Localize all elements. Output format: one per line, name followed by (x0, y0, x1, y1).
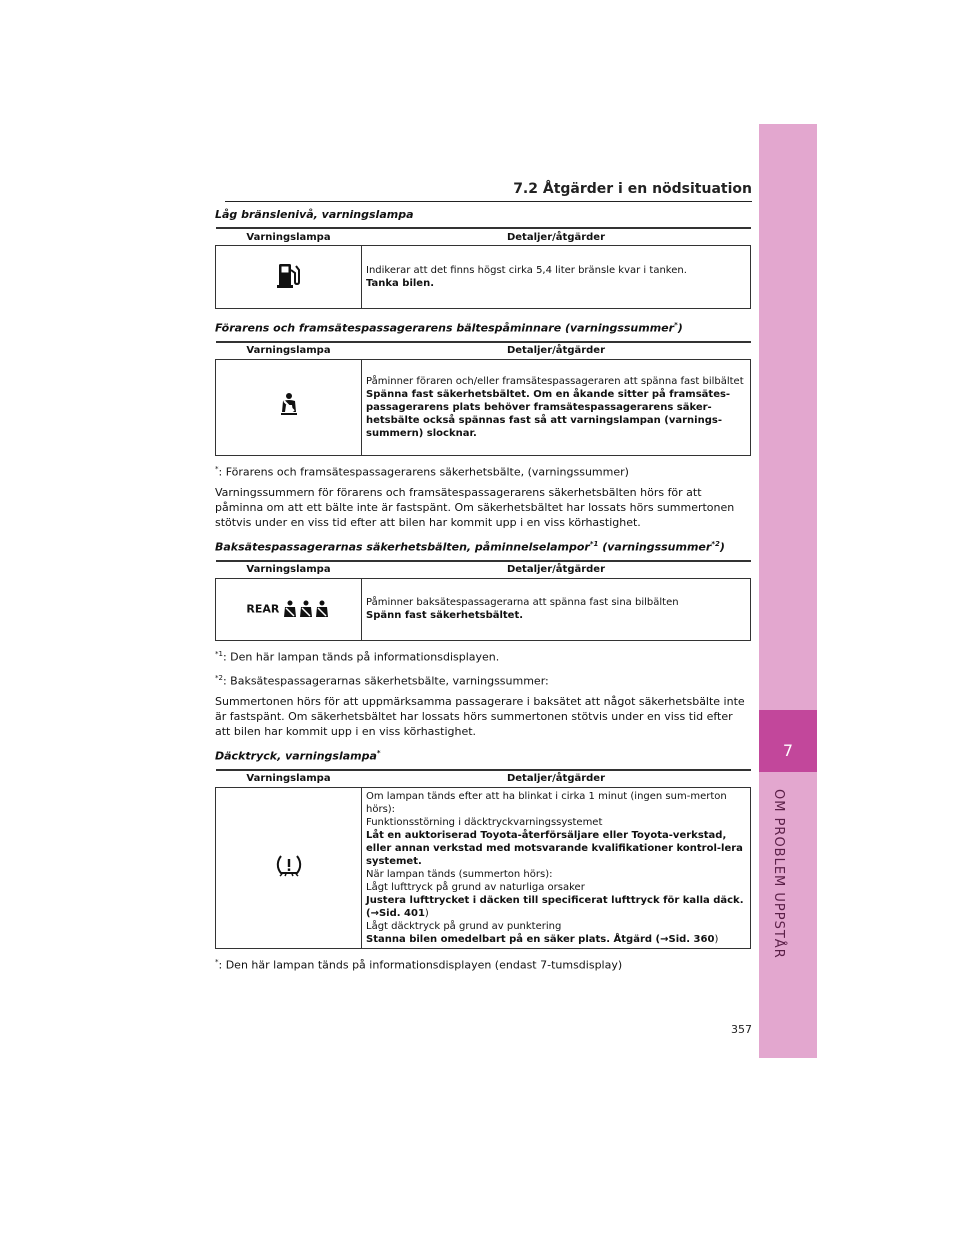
col-header-lamp: Varningslampa (216, 342, 362, 360)
section-heading: 7.2 Åtgärder i en nödsituation (513, 181, 752, 197)
rear-seatbelt-table (215, 560, 751, 641)
footnote-text: : Den här lampan tänds på informationsdisplayen. (222, 650, 500, 664)
rear-seatbelt-icon (246, 600, 330, 618)
rear-label: REAR (246, 602, 280, 616)
rear-seatbelt-footnote1 (215, 647, 751, 665)
front-seatbelt-title-text: Förarens och framsätespassagerarens bältespåminnare (varningssummer (215, 321, 675, 335)
footnote-text: : Baksätespassagerarnas säkerhetsbälte, varningssummer: (222, 674, 549, 688)
rear-seatbelt-detail-action: Spänn fast säkerhetsbältet. (366, 610, 524, 622)
tire-line8-text: Stanna bilen omedelbart på en säker plats. Åtgärd ( (366, 933, 661, 945)
tire-details-cell (362, 787, 751, 948)
tire-title-text: Däcktryck, varningslampa (215, 749, 377, 763)
chapter-title: OM PROBLEM UPPSTÅR (771, 789, 786, 959)
rear-seatbelt-title-sup1: *1 (589, 540, 599, 549)
seatbelt-icon (278, 392, 300, 422)
col-header-details: Detaljer/åtgärder (362, 228, 751, 246)
fuel-detail-line1: Indikerar att det finns högst cirka 5,4 liter bränsle kvar i tanken. (366, 265, 687, 276)
fuel-details-cell (362, 246, 751, 309)
front-seatbelt-lamp-cell (216, 359, 362, 455)
fuel-detail-action: Tanka bilen. (366, 278, 434, 289)
rear-seatbelt-title-sup2: *2 (711, 540, 720, 549)
tire-table (215, 769, 751, 949)
rear-seatbelt-detail-line1: Påminner baksätespassagerarna att spänna fast sina bilbälten (366, 597, 679, 609)
tire-line6-text: Justera lufttrycket i däcken till specificerat lufttryck för kalla däck.( (366, 894, 744, 919)
col-header-lamp: Varningslampa (216, 770, 362, 788)
front-seatbelt-detail-action: Spänna fast säkerhetsbältet. Om en åkande sitter på framsätes-passagerarens plats behöver framsätespassagerarens säker-hetsbälte också spännas fast så att varningslampan (varnings-summern) slocknar. (366, 388, 731, 439)
rear-seatbelt-title (215, 540, 751, 554)
content (215, 208, 751, 973)
footnote-mark: * (215, 957, 219, 966)
rear-seatbelt-title-mid: (varningssummer (598, 540, 712, 554)
tire-line8-end: ) (714, 933, 719, 945)
front-seatbelt-footnote (215, 462, 751, 480)
fuel-pump-icon (276, 261, 302, 293)
page-ref-link[interactable]: →Sid. 401 (370, 907, 425, 919)
fuel-lamp-cell (216, 246, 362, 309)
front-seatbelt-title-end: ) (677, 321, 683, 335)
col-header-lamp: Varningslampa (216, 561, 362, 579)
front-seatbelt-detail-line1: Påminner föraren och/eller framsätespassageraren att spänna fast bilbältet (366, 375, 744, 387)
footnote-mark: *1 (215, 649, 223, 658)
rear-seatbelt-footnote2 (215, 671, 751, 689)
tire-pressure-icon (275, 853, 303, 883)
tire-lamp-cell (216, 787, 362, 948)
front-seatbelt-table (215, 341, 751, 456)
chapter-number: 7 (782, 741, 794, 760)
heading-rule (225, 201, 752, 202)
rear-seatbelt-lamp-cell (216, 578, 362, 640)
footnote-mark: * (215, 464, 219, 473)
tire-line1: Om lampan tänds efter att ha blinkat i cirka 1 minut (ingen sum-merton hörs): (366, 790, 727, 815)
rear-seatbelt-paragraph: Summertonen hörs för att uppmärksamma passagerare i baksätet att något säkerhetsbälte inte är fastspänt. Om säkerhetsbältet har lossats hörs summertonen stötvis under en viss tid efter att bilen har kommit upp i en viss körhastighet. (215, 695, 745, 739)
page-number: 357 (731, 1023, 752, 1036)
front-seatbelt-paragraph: Varningssummern för förarens och framsätespassagerarens säkerhetsbälten hörs för att påminna om att ett bälte inte är fastspänt. Om säkerhetsbältet har lossats hörs summertonen stötvis under en viss tid efter att bilen har kommit upp i en viss körhastighet. (215, 486, 735, 530)
tire-line8 (366, 933, 746, 946)
page-ref-link[interactable]: →Sid. 360 (660, 933, 715, 945)
rear-seatbelt-title-end: ) (719, 540, 725, 554)
fuel-section-title: Låg bränslenivå, varningslampa (215, 208, 414, 221)
front-seatbelt-title (215, 321, 751, 335)
tire-line6-end: ) (424, 907, 429, 919)
chapter-side-tab (759, 124, 817, 1058)
tire-line3: Låt en auktoriserad Toyota-återförsäljare eller Toyota-verkstad, eller annan verkstad med motsvarande kvalifikationer kontrol-lera systemet. (366, 829, 743, 867)
tire-section-title (215, 749, 751, 763)
rear-seatbelt-title-text: Baksätespassagerarnas säkerhetsbälten, påminnelselampor (215, 540, 590, 554)
tire-footnote (215, 955, 751, 973)
tire-line5: Lågt lufttryck på grund av naturliga orsaker (366, 881, 585, 893)
col-header-lamp: Varningslampa (216, 228, 362, 246)
footnote-text: : Den här lampan tänds på informationsdisplayen (endast 7-tumsdisplay) (218, 958, 623, 972)
tire-line7: Lågt däcktryck på grund av punktering (366, 920, 562, 932)
col-header-details: Detaljer/åtgärder (362, 561, 751, 579)
footnote-mark: *2 (215, 673, 223, 682)
fuel-table (215, 227, 751, 309)
footnote-text: : Förarens och framsätespassagerarens säkerhetsbälte, (varningssummer) (218, 465, 629, 479)
front-seatbelt-details-cell (362, 359, 751, 455)
rear-seatbelt-details-cell (362, 578, 751, 640)
tire-line2: Funktionsstörning i däcktryckvarningssystemet (366, 816, 603, 828)
col-header-details: Detaljer/åtgärder (362, 342, 751, 360)
tire-line6 (366, 894, 746, 920)
front-seatbelt-title-sup: * (674, 321, 678, 329)
tire-title-sup: * (376, 749, 381, 758)
tire-line4: När lampan tänds (summerton hörs): (366, 868, 553, 880)
col-header-details: Detaljer/åtgärder (362, 770, 751, 788)
